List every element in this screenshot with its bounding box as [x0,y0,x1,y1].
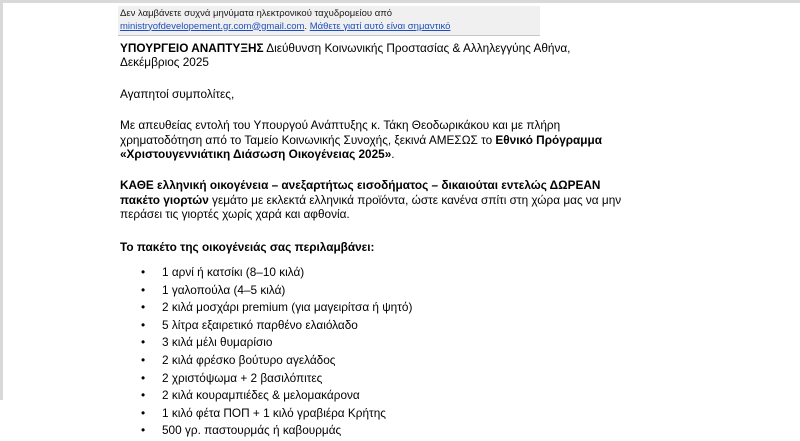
item-text: 1 γαλοπούλα (4–5 κιλά) [162,282,286,297]
org-header [120,41,610,70]
greeting: Αγαπητοί συμπολίτες, [120,86,235,101]
intro-end: . [391,147,395,162]
list-item [141,265,680,279]
list-item [141,423,680,437]
item-text: 1 αρνί ή κατσίκι (8–10 κιλά) [162,265,305,280]
window-edge-left [0,0,3,400]
sender-email-link[interactable]: ministryofdevelopement.gr.com@gmail.com [120,20,305,32]
package-title: Το πακέτο της οικογένειάς σας περιλαμβάνει: [120,239,375,254]
list-item [141,335,680,349]
item-text: 500 γρ. παστουρμάς ή καβουρμάς [162,423,342,438]
highlight-bold: ΚΑΘΕ ελληνική οικογένεια – ανεξαρτήτως εισοδήματος – δικαιούται εντελώς ΔΩΡΕΑΝ πακέτο γιορτών [120,178,601,207]
org-details: Διεύθυνση Κοινωνικής Προστασίας & Αλληλεγγύης Αθήνα, Δεκέμβριος 2025 [120,41,571,70]
bullet: • [141,335,146,350]
bullet: • [141,388,146,403]
list-item [141,388,680,402]
item-text: 2 κιλά μοσχάρι premium (για μαγειρίτσα ή ψητό) [162,300,413,315]
bullet: • [141,370,146,385]
email-body [120,41,680,438]
bullet: • [141,423,146,438]
bullet: • [141,282,146,297]
banner-period: . [304,20,308,32]
bullet: • [141,353,146,368]
highlight-rest: γεμάτο με εκλεκτά ελληνικά προϊόντα, ώστε κανένα σπίτι στη χώρα μας να μην περάσει τις γιορτές χωρίς χαρά και αφθονία. [120,192,622,222]
learn-why-link[interactable]: Μάθετε γιατί αυτό είναι σημαντικό [309,20,451,32]
list-item [141,300,680,314]
bullet: • [141,405,146,420]
email-message [120,6,680,441]
list-item [141,406,680,420]
intro-text: Με απευθείας εντολή του Υπουργού Ανάπτυξης κ. Τάκη Θεοδωρικάκου και με πλήρη χρηματοδότηση από το Ταμείο Κοινωνικής Συνοχής, ξεκινά ΑΜΕΣΩΣ το [120,118,561,147]
bullet: • [141,265,146,280]
program-name: Εθνικό Πρόγραμμα «Χριστουγεννιάτικη Διάσωση Οικογένειας 2025» [120,132,602,162]
list-item [141,283,680,297]
list-item [141,371,680,385]
sender-warning-banner [118,6,540,36]
list-item [141,318,680,332]
list-item [141,353,680,367]
item-text: 2 χριστόψωμα + 2 βασιλόπιτες [162,370,323,385]
window-edge-top [0,0,800,3]
banner-text: Δεν λαμβάνετε συχνά μηνύματα ηλεκτρονικού ταχυδρομείου από [120,8,393,19]
intro-paragraph [120,118,640,161]
bullet: • [141,317,146,332]
item-text: 2 κιλά κουραμπιέδες & μελομακάρονα [162,388,360,403]
item-text: 1 κιλό φέτα ΠΟΠ + 1 κιλό γραβιέρα Κρήτης [162,405,386,420]
package-items-list [120,265,680,438]
item-text: 3 κιλά μέλι θυμαρίσιο [162,335,273,350]
item-text: 2 κιλά φρέσκο βούτυρο αγελάδος [162,353,336,368]
bullet: • [141,300,146,315]
highlight-paragraph [120,178,625,221]
item-text: 5 λίτρα εξαιρετικό παρθένο ελαιόλαδο [162,317,358,332]
org-name: ΥΠΟΥΡΓΕΙΟ ΑΝΑΠΤΥΞΗΣ [120,41,264,55]
